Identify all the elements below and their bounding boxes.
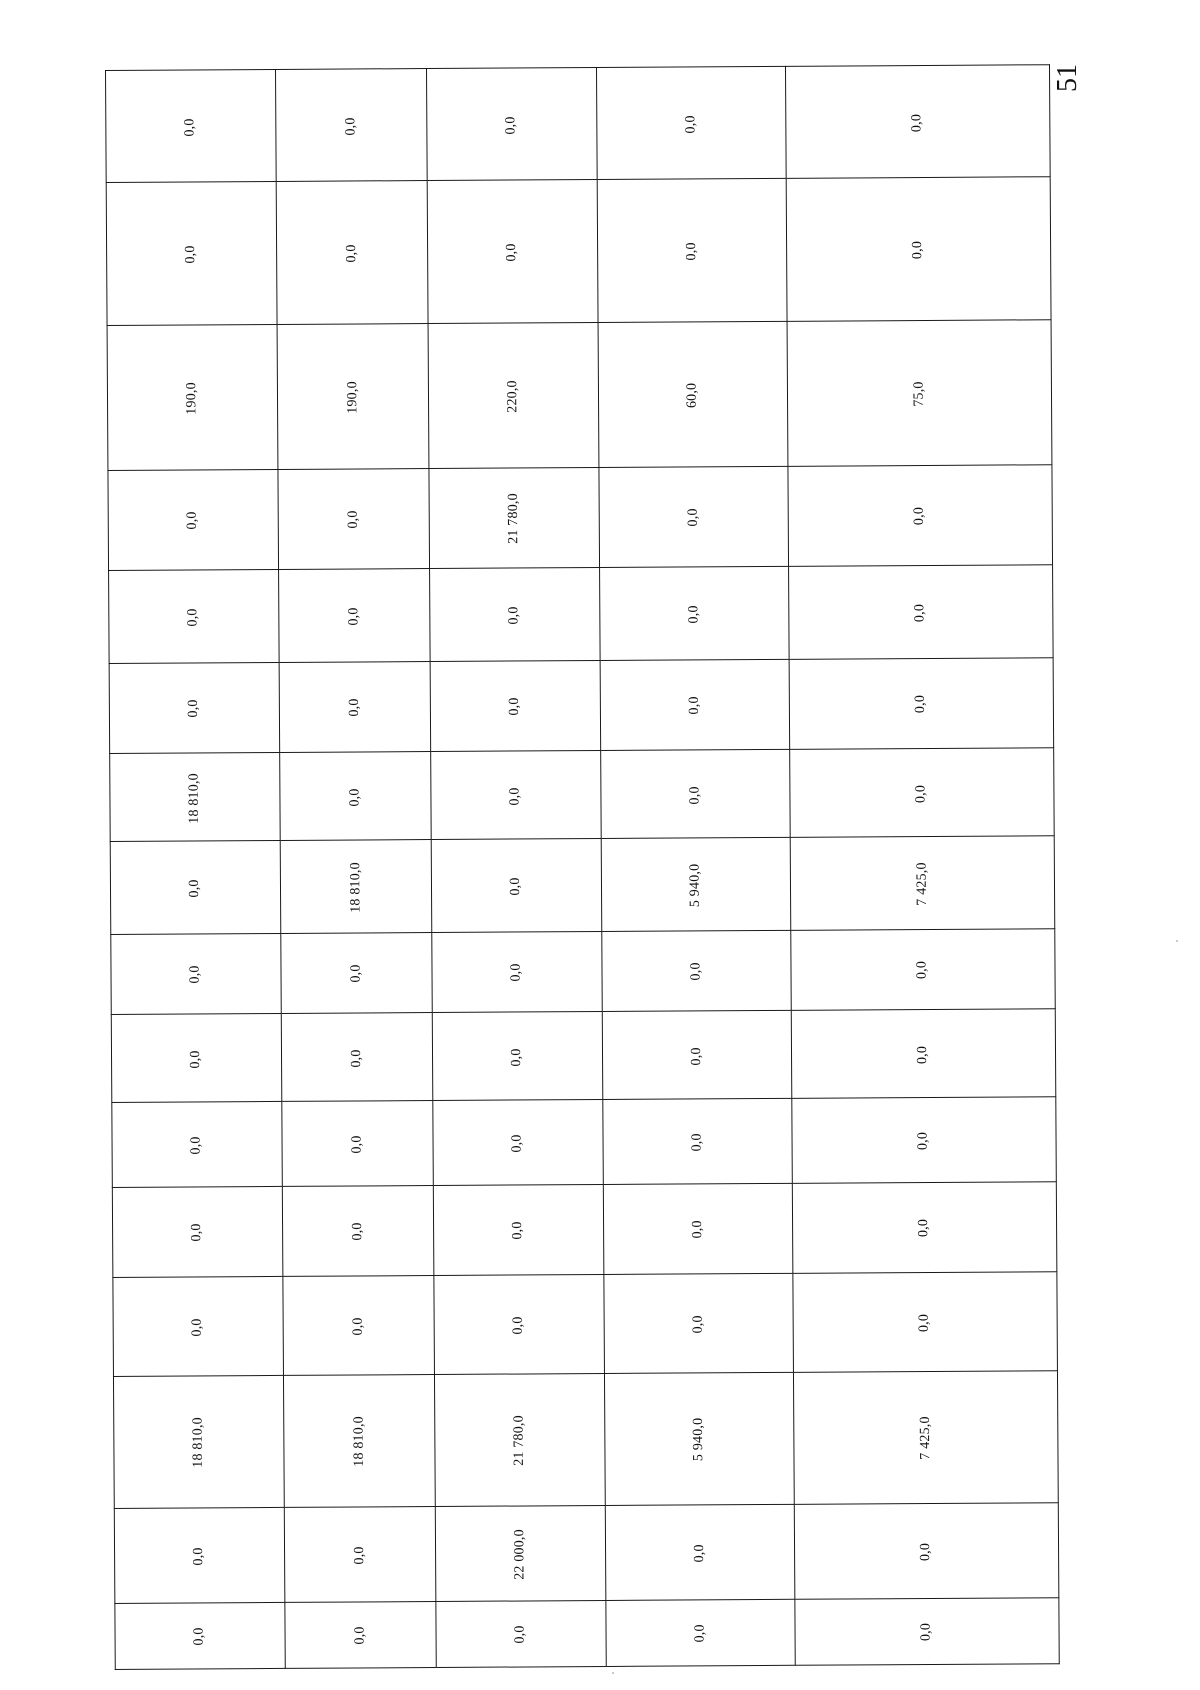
cell-value: 21 780,0	[511, 1415, 527, 1467]
table-row	[106, 65, 1051, 183]
cell-value: 75,0	[911, 381, 927, 407]
cell-value: 0,0	[507, 787, 523, 806]
cell-value: 0,0	[346, 698, 362, 717]
table-cell	[602, 1010, 791, 1100]
table-cell	[281, 932, 433, 1013]
table-cell	[108, 469, 279, 570]
table-cell	[788, 565, 1053, 659]
cell-value: 0,0	[512, 1625, 529, 1644]
cell-value: 0,0	[912, 603, 928, 622]
table-cell	[428, 323, 599, 469]
table-cell	[429, 568, 599, 661]
table-cell	[786, 177, 1051, 321]
scan-speck	[612, 1672, 614, 1674]
cell-value: 7 425,0	[917, 1416, 933, 1461]
table-cell	[790, 836, 1055, 930]
table-row	[106, 177, 1051, 325]
cell-value: 0,0	[188, 1136, 205, 1155]
table-row	[110, 748, 1055, 842]
cell-value: 5 940,0	[687, 863, 703, 908]
table-cell	[109, 570, 279, 663]
cell-value: 0,0	[506, 606, 522, 625]
cell-value: 0,0	[185, 608, 201, 627]
cell-value: 0,0	[689, 1133, 705, 1152]
table-cell	[114, 1508, 284, 1603]
table-cell	[280, 751, 432, 840]
cell-value: 0,0	[685, 508, 701, 527]
table-cell	[281, 1013, 433, 1102]
table-cell	[280, 840, 432, 933]
table-cell	[282, 1101, 434, 1186]
table-cell	[789, 657, 1054, 749]
cell-value: 0,0	[913, 784, 929, 803]
cell-value: 0,0	[687, 785, 703, 805]
table-container	[105, 64, 1060, 1670]
table-cell	[110, 752, 280, 841]
table-cell	[433, 1184, 603, 1275]
cell-value: 0,0	[190, 1318, 206, 1337]
cell-value: 0,0	[916, 1313, 933, 1332]
table-cell	[277, 324, 429, 470]
cell-value: 0,0	[188, 1050, 204, 1069]
cell-value: 60,0	[684, 382, 700, 409]
scan-speck	[1176, 940, 1178, 942]
cell-value: 0,0	[191, 1627, 208, 1646]
cell-value: 0,0	[345, 510, 361, 530]
table-cell	[433, 1100, 603, 1185]
cell-value: 18 810,0	[347, 862, 364, 913]
cell-value: 18 810,0	[190, 1417, 206, 1469]
cell-value: 0,0	[348, 964, 364, 983]
cell-value: 0,0	[910, 241, 926, 260]
table-row	[110, 836, 1055, 934]
cell-value: 0,0	[182, 118, 198, 137]
table-cell	[606, 1599, 795, 1667]
table-cell	[434, 1373, 605, 1507]
cell-value: 0,0	[343, 244, 360, 263]
table-cell	[435, 1506, 605, 1601]
cell-value: 0,0	[508, 963, 524, 982]
table-cell	[596, 66, 785, 180]
page-number: 51	[1052, 64, 1083, 92]
table-cell	[109, 662, 279, 753]
cell-value: 7 425,0	[914, 862, 930, 906]
table-cell	[789, 748, 1054, 838]
cell-value: 0,0	[915, 1132, 931, 1151]
cell-value: 0,0	[187, 965, 204, 984]
cell-value: 0,0	[690, 1315, 706, 1334]
cell-value: 0,0	[508, 877, 524, 896]
cell-value: 21 780,0	[505, 493, 522, 545]
table-cell	[107, 325, 278, 471]
cell-value: 0,0	[909, 113, 925, 132]
table-row	[112, 1181, 1057, 1277]
table-row	[112, 1097, 1056, 1187]
table-cell	[432, 1012, 602, 1101]
table-cell	[792, 1181, 1057, 1273]
cell-value: 0,0	[912, 507, 928, 526]
cell-value: 0,0	[691, 1544, 707, 1563]
table-row	[115, 1597, 1059, 1669]
cell-value: 22 000,0	[512, 1529, 528, 1580]
cell-value: 0,0	[185, 511, 201, 531]
cell-value: 0,0	[511, 1316, 527, 1335]
table-row	[111, 928, 1055, 1014]
cell-value: 5 940,0	[690, 1418, 707, 1462]
table-cell	[605, 1504, 794, 1600]
table-cell	[790, 928, 1055, 1010]
cell-value: 0,0	[689, 1220, 705, 1239]
cell-value: 0,0	[186, 699, 202, 718]
table-cell	[275, 69, 427, 182]
table-cell	[794, 1597, 1059, 1665]
table-row	[109, 565, 1054, 663]
cell-value: 0,0	[187, 879, 203, 898]
table-row	[107, 320, 1052, 470]
table-cell	[793, 1370, 1058, 1504]
cell-value: 0,0	[183, 245, 199, 264]
cell-value: 0,0	[503, 116, 519, 135]
cell-value: 18 810,0	[186, 772, 203, 824]
cell-value: 0,0	[352, 1626, 368, 1645]
table-cell	[430, 660, 600, 751]
cell-value: 0,0	[507, 697, 523, 716]
cell-value: 0,0	[683, 242, 699, 261]
table-cell	[112, 1186, 282, 1277]
table-cell	[602, 930, 791, 1011]
table-cell	[110, 841, 280, 934]
cell-value: 190,0	[344, 381, 361, 414]
table-cell	[604, 1372, 794, 1506]
cell-value: 0,0	[509, 1134, 526, 1153]
table-cell	[785, 65, 1050, 179]
cell-value: 0,0	[349, 1135, 365, 1154]
table-cell	[113, 1277, 284, 1376]
cell-value: 0,0	[346, 607, 362, 626]
table-cell	[791, 1009, 1056, 1099]
table-cell	[111, 1013, 281, 1102]
table-cell	[285, 1601, 436, 1668]
table-cell	[278, 569, 430, 662]
table-cell	[276, 181, 428, 325]
cell-value: 0,0	[350, 1317, 366, 1336]
table-cell	[112, 1102, 282, 1187]
table-row	[113, 1272, 1058, 1376]
table-cell	[111, 933, 281, 1014]
table-body	[106, 65, 1060, 1670]
cell-value: 18 810,0	[351, 1416, 367, 1468]
cell-value: 0,0	[686, 605, 702, 624]
table-cell	[794, 1503, 1059, 1599]
table-cell	[599, 566, 788, 660]
cell-value: 0,0	[692, 1624, 708, 1643]
table-cell	[278, 468, 430, 569]
table-cell	[791, 1097, 1056, 1183]
table-cell	[426, 67, 597, 181]
table-cell	[601, 838, 790, 932]
table-cell	[279, 661, 431, 752]
table-cell	[603, 1183, 792, 1275]
table-row	[114, 1503, 1059, 1603]
table-row	[109, 657, 1054, 753]
table-cell	[429, 467, 600, 568]
cell-value: 220,0	[505, 380, 521, 413]
cell-value: 0,0	[688, 962, 704, 981]
table-cell	[113, 1375, 284, 1509]
cell-value: 0,0	[510, 1221, 526, 1241]
cell-value: 0,0	[504, 243, 520, 262]
table-cell	[434, 1275, 605, 1374]
table-cell	[600, 659, 789, 751]
cell-value: 0,0	[918, 1623, 934, 1642]
table-row	[108, 464, 1053, 570]
table-cell	[115, 1602, 285, 1669]
table-cell	[282, 1185, 434, 1276]
cell-value: 0,0	[349, 1222, 366, 1242]
cell-value: 0,0	[189, 1223, 205, 1243]
table-cell	[598, 321, 788, 467]
table-row	[111, 1009, 1056, 1103]
cell-value: 0,0	[688, 1047, 704, 1066]
cell-value: 190,0	[184, 382, 200, 415]
cell-value: 0,0	[191, 1547, 207, 1566]
table-cell	[431, 839, 601, 932]
cell-value: 0,0	[914, 961, 930, 980]
table-cell	[788, 464, 1053, 566]
data-table	[105, 64, 1060, 1670]
table-cell	[597, 179, 787, 323]
table-cell	[283, 1374, 435, 1507]
table-cell	[603, 1099, 792, 1185]
table-cell	[431, 750, 601, 839]
table-cell	[432, 931, 602, 1012]
table-cell	[106, 182, 277, 326]
table-cell	[106, 69, 277, 183]
cell-value: 0,0	[683, 115, 699, 134]
table-cell	[283, 1276, 435, 1375]
cell-value: 0,0	[686, 696, 702, 715]
table-cell	[787, 320, 1052, 466]
cell-value: 0,0	[509, 1048, 525, 1067]
cell-value: 0,0	[918, 1542, 934, 1561]
table-cell	[427, 180, 598, 324]
table-cell	[599, 466, 788, 568]
cell-value: 0,0	[348, 1049, 365, 1068]
cell-value: 0,0	[916, 1219, 932, 1238]
cell-value: 0,0	[915, 1045, 931, 1064]
table-cell	[436, 1600, 606, 1667]
table-cell	[601, 749, 790, 839]
table-cell	[604, 1273, 793, 1373]
table-cell	[793, 1272, 1058, 1372]
table-cell	[284, 1507, 436, 1602]
cell-value: 0,0	[343, 117, 359, 136]
cell-value: 0,0	[913, 695, 929, 714]
cell-value: 0,0	[351, 1546, 368, 1565]
table-row	[113, 1370, 1058, 1508]
cell-value: 0,0	[347, 788, 363, 807]
